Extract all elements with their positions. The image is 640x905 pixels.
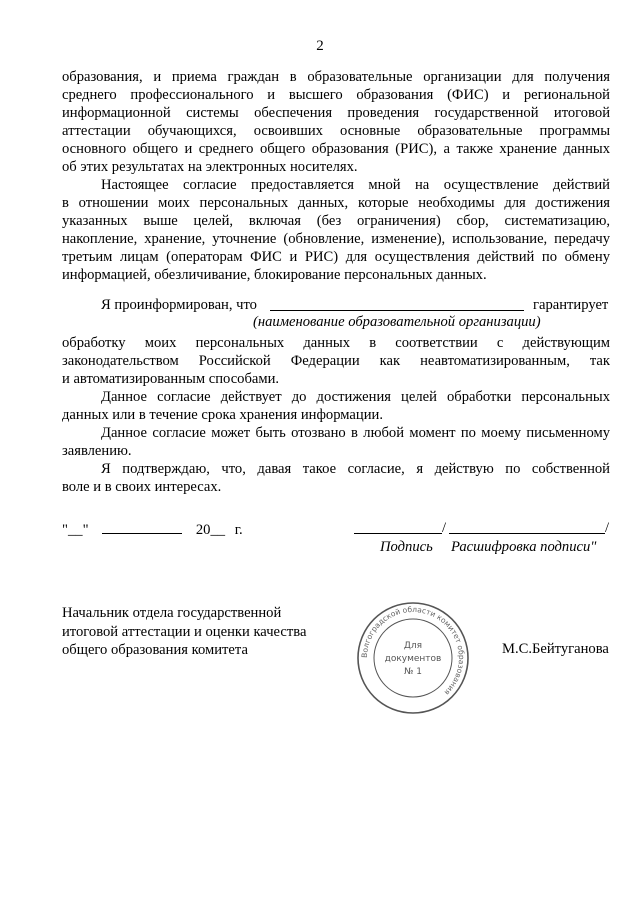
decoding-blank[interactable] xyxy=(449,520,605,534)
para3-line: обработку моих персональных данных в соответствии с действующим xyxy=(62,335,610,351)
date-field[interactable] xyxy=(62,520,243,539)
para2-line: в отношении моих персональных данных, которые необходимы для достижения xyxy=(62,195,610,211)
para2-line: Настоящее согласие предоставляется мной на осуществление действий xyxy=(101,177,610,193)
para2-line: указанных выше целей, включая (без ограничения) сбор, систематизацию, xyxy=(62,213,610,229)
signer-position-line: Начальник отдела государственной xyxy=(62,605,282,621)
seal-ring-text: Волгоградской области комитет образования xyxy=(359,604,467,697)
para4-line: данных или в течение срока хранения информации. xyxy=(62,407,383,423)
org-name-caption: (наименование образовательной организации) xyxy=(253,314,541,330)
para2-line: третьим лицам (операторам ФИС и РИС) для осуществления действий по обмену xyxy=(62,249,610,265)
para1-line: информационной системы обеспечения проведения государственной итоговой xyxy=(62,105,610,121)
para1-line: об этих результатах на электронных носителях. xyxy=(62,159,358,175)
decoding-slash: / xyxy=(605,520,610,536)
date-year-prefix: 20 xyxy=(195,522,211,538)
para1-line: основного общего и среднего общего образования (РИС), а также хранение данных xyxy=(62,141,610,157)
para5-line: Данное согласие может быть отозвано в любой момент по моему письменному xyxy=(101,425,610,441)
para4-line: Данное согласие действует до достижения целей обработки персональных xyxy=(101,389,610,405)
official-seal-stamp xyxy=(355,600,471,716)
date-year-suffix: г. xyxy=(234,522,243,538)
para2-line: накопление, хранение, уточнение (обновление, изменение), использование, передачу xyxy=(62,231,610,247)
signature-slash: / xyxy=(442,520,447,536)
para3-line: и автоматизированным способами. xyxy=(62,371,280,387)
date-day-blank: __ xyxy=(67,522,83,538)
org-name-blank[interactable] xyxy=(270,297,524,311)
para5-line: заявлению. xyxy=(62,443,132,459)
date-quote-close: " xyxy=(82,522,89,538)
para2-line: информацией, обезличивание, блокирование персональных данных. xyxy=(62,267,487,283)
date-quote-open: " xyxy=(62,522,68,538)
date-month-blank[interactable] xyxy=(102,520,182,534)
signer-position xyxy=(62,604,306,660)
para6-line: Я подтверждаю, что, давая такое согласие, я действую по собственной xyxy=(101,461,610,477)
seal-center-text: № 1 xyxy=(404,667,422,677)
informed-suffix: гарантирует xyxy=(533,297,609,313)
signer-name: М.С.Бейтуганова xyxy=(502,641,609,657)
date-year-blank: __ xyxy=(210,522,226,538)
informed-prefix: Я проинформирован, что xyxy=(101,297,257,313)
signature-blank[interactable] xyxy=(354,520,442,534)
signer-position-line: итоговой аттестации и оценки качества xyxy=(62,623,307,640)
para1-line: среднего профессионального и высшего образования (ФИС) и региональной xyxy=(62,87,610,103)
para3-line: законодательством Российской Федерации как неавтоматизированным, так xyxy=(62,353,610,369)
para6-line: воле и в своих интересах. xyxy=(62,479,222,495)
signer-position-line: общего образования комитета xyxy=(62,642,248,658)
decoding-caption: Расшифровка подписи" xyxy=(451,539,597,555)
para1-line: аттестации обучающихся, освоивших основные образовательные программы xyxy=(62,123,610,139)
para1-line: образования, и приема граждан в образовательные организации для получения xyxy=(62,69,610,85)
seal-center-text: Для xyxy=(403,641,423,651)
signature-caption: Подпись xyxy=(380,539,433,555)
page-number: 2 xyxy=(316,38,324,54)
seal-center-text: документов xyxy=(384,654,442,664)
